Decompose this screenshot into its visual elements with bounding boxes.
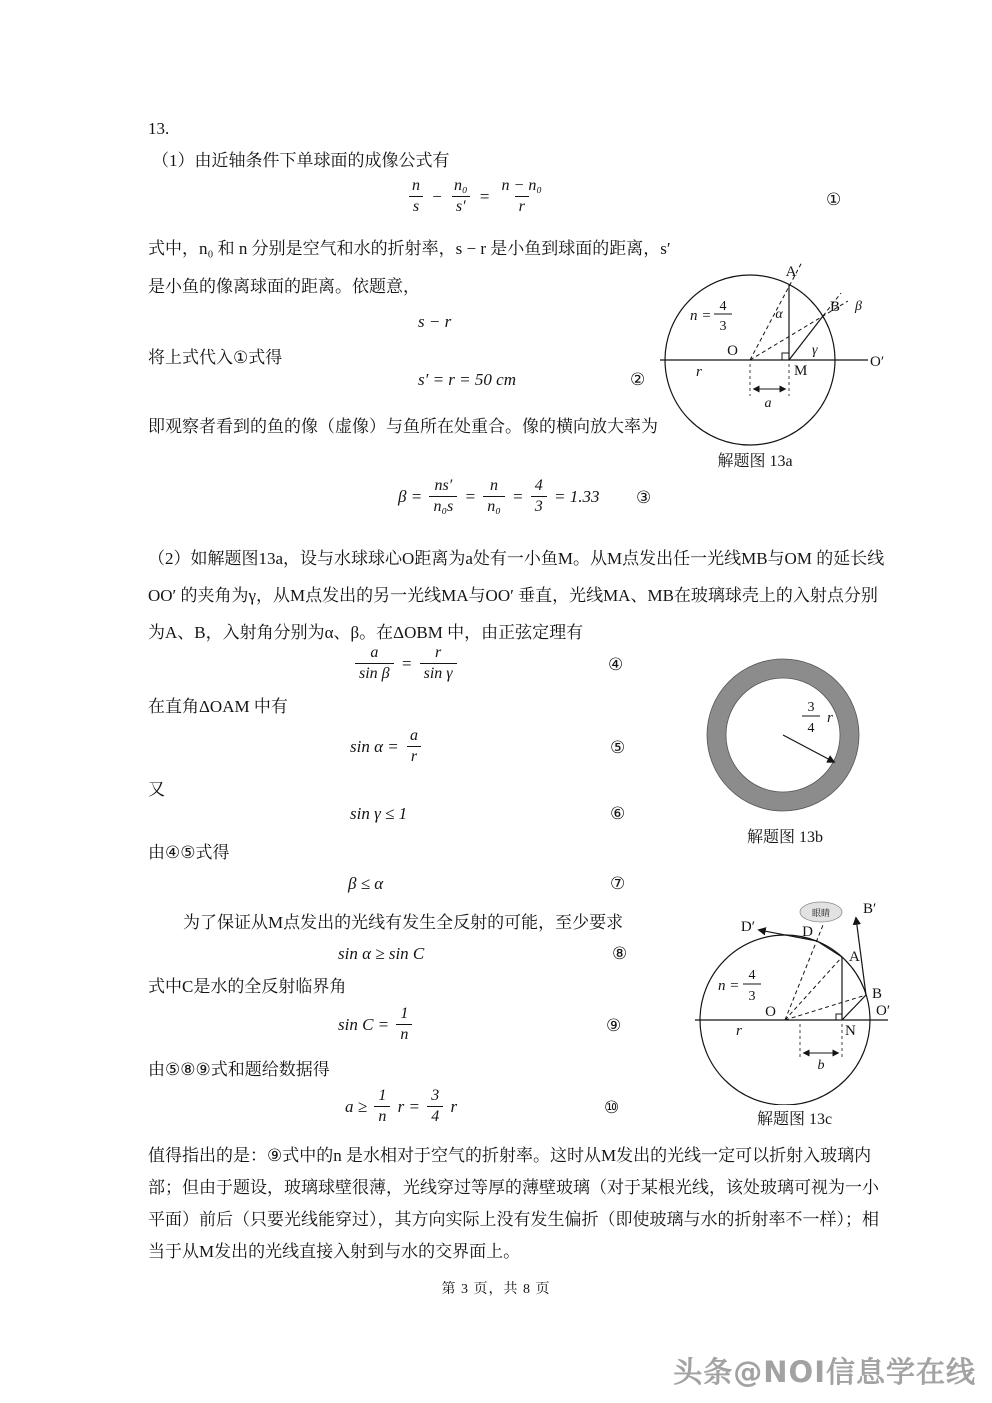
fig13a-geometry <box>660 262 868 445</box>
fig13c-label-eye: 眼睛 <box>811 908 831 918</box>
formula-1-tag: ① <box>826 190 842 210</box>
paragraph-8: 由④⑤式得 <box>148 843 230 862</box>
formula-9: sin α ≥ sin C <box>338 944 425 963</box>
fig13a-label-gamma: γ <box>812 343 818 358</box>
paragraph-3: 将上式代入①式得 <box>148 348 283 367</box>
formula-3: s′ = r = 50 cm <box>418 370 516 389</box>
formula-10-tag: ⑨ <box>606 1016 622 1036</box>
formula-4-tag: ③ <box>636 488 652 508</box>
formula-11: a ≥ $\frac{1}{n}$ r = $\frac{3}{4}$ r <box>345 1087 458 1125</box>
paragraph-11: 由⑤⑧⑨式和题给数据得 <box>148 1060 330 1079</box>
formula-5: $\frac{a}{\text{sin β}}$ = $\frac{r}{\text{sin γ}}$ <box>352 643 460 684</box>
fig13c-label-N: N <box>845 1023 856 1039</box>
paragraph-12: 值得指出的是：⑨式中的n 是水相对于空气的折射率。这时从M发出的光线一定可以折射入玻璃内部；但由于题设，玻璃球壁很薄，光线穿过等厚的薄壁玻璃（对于某根光线，该处玻璃可视为一小平面）前后（只要光线能穿过），其方向实际上没有发生偏折（即使玻璃与水的折射率不一样）；相当于从M发出的光线直接入射到与水的交界面上。 <box>148 1146 879 1261</box>
fig13a-label-O: O <box>727 343 738 359</box>
paragraph-4: 即观察者看到的鱼的像（虚像）与鱼所在处重合。像的横向放大率为 <box>148 417 658 436</box>
fig13a-frac-num: 4 <box>719 299 727 314</box>
formula-4: β = $\frac{ns'}{\text{n₀s}}$ = $\frac{n}{\text{n₀}}$ = $\frac{4}{3}$ = 1.33 <box>398 477 600 515</box>
fig13c-frac-num: 4 <box>748 968 756 983</box>
formula-7-tag: ⑥ <box>610 804 626 824</box>
fig13b-label-r: r <box>827 710 833 726</box>
fig13c-label-r: r <box>736 1023 742 1039</box>
paragraph-10: 式中C是水的全反射临界角 <box>148 977 347 996</box>
formula-11-tag: ⑩ <box>604 1098 620 1118</box>
fig13c-right-angle-marker <box>836 1014 842 1020</box>
figure-13c-caption: 解题图 13c <box>756 1111 833 1128</box>
fig13a-right-angle-marker <box>782 353 789 360</box>
figure-13c-diagram <box>692 893 897 1105</box>
formula-1: $\frac{n}{s}$ − $\frac{\text{n₀}}{s'}$ = $\frac{\text{n − n₀}}{r}$ <box>405 176 549 217</box>
figure-13a-caption: 解题图 13a <box>717 453 793 470</box>
problem-number: 13. <box>148 119 170 138</box>
fig13a-ray-MB <box>789 316 823 360</box>
fig13b-geometry <box>707 659 859 811</box>
formula-6-tag: ⑤ <box>610 738 626 758</box>
fig13a-label-n: n = <box>690 308 712 324</box>
fig13a-label-A: A <box>785 264 797 280</box>
paragraph-7: 又 <box>148 780 165 799</box>
fig13c-ray-AD <box>817 941 842 957</box>
formula-3-tag: ② <box>630 370 646 390</box>
formula-5-tag: ④ <box>608 655 624 675</box>
formula-9-tag: ⑧ <box>612 944 628 964</box>
fig13b-frac-num: 3 <box>807 700 815 715</box>
paragraph-2: 式中，n₀ 和 n 分别是空气和水的折射率，s − r 是小鱼到球面的距离，s′ 是小鱼的像离球面的距离。依题意， <box>148 239 671 296</box>
page-footer: 第 3 页，共 8 页 <box>441 1282 551 1297</box>
fig13c-label-D: D <box>802 924 813 940</box>
fig13a-label-a: a <box>764 396 772 411</box>
formula-7: sin γ ≤ 1 <box>350 804 408 823</box>
fig13a-label-B: B <box>830 299 841 315</box>
fig13c-normal-OA-dashed <box>785 957 842 1020</box>
figure-13b-caption: 解题图 13b <box>746 829 823 846</box>
fig13c-label-B: B <box>872 986 883 1002</box>
fig13a-frac-den: 3 <box>719 319 727 334</box>
fig13b-frac-den: 4 <box>807 721 815 736</box>
formula-8: β ≤ α <box>348 874 384 893</box>
figure-13b-diagram <box>703 645 868 821</box>
fig13c-geometry <box>695 902 891 1105</box>
watermark: 头条@NOI信息学在线 <box>673 1355 976 1389</box>
formula-6: sin α = $\frac{a}{r}$ <box>350 726 425 767</box>
fig13a-label-M: M <box>794 363 808 379</box>
formula-2: s − r <box>418 312 452 331</box>
formula-10: sin C = $\frac{1}{n}$ <box>338 1004 415 1045</box>
fig13c-label-A: A <box>849 949 860 965</box>
fig13c-label-B-prime: B′ <box>863 901 877 917</box>
paragraph-1: （1）由近轴条件下单球面的成像公式有 <box>152 151 450 170</box>
paragraph-6: 在直角ΔOAM 中有 <box>148 697 288 716</box>
fig13a-label-beta: β <box>855 299 862 314</box>
figure-13a-diagram <box>650 252 895 448</box>
formula-8-tag: ⑦ <box>610 874 626 894</box>
fig13c-label-n: n = <box>718 978 740 994</box>
fig13c-label-O-prime: O′ <box>876 1003 891 1019</box>
paragraph-5: （2）如解题图13a，设与水球球心O距离为a处有一小鱼M。从M点发出任一光线MB与OM 的延长线OO′ 的夹角为γ，从M点发出的另一光线MA与OO′ 垂直，光线MA、MB在玻璃球壳上的入射点分别为A、B，入射角分别为α、β。在ΔOBM 中，由正弦定理有 <box>148 549 885 642</box>
fig13a-label-alpha: α <box>775 307 783 322</box>
fig13c-frac-den: 3 <box>748 989 756 1004</box>
fig13c-label-O: O <box>765 1004 776 1020</box>
fig13c-label-D-prime: D′ <box>740 919 755 935</box>
fig13a-label-O-prime: O′ <box>870 354 885 370</box>
fig13c-label-b: b <box>817 1058 825 1073</box>
fig13a-label-r: r <box>696 364 702 380</box>
paragraph-9: 为了保证从M点发出的光线有发生全反射的可能，至少要求 <box>183 913 624 932</box>
